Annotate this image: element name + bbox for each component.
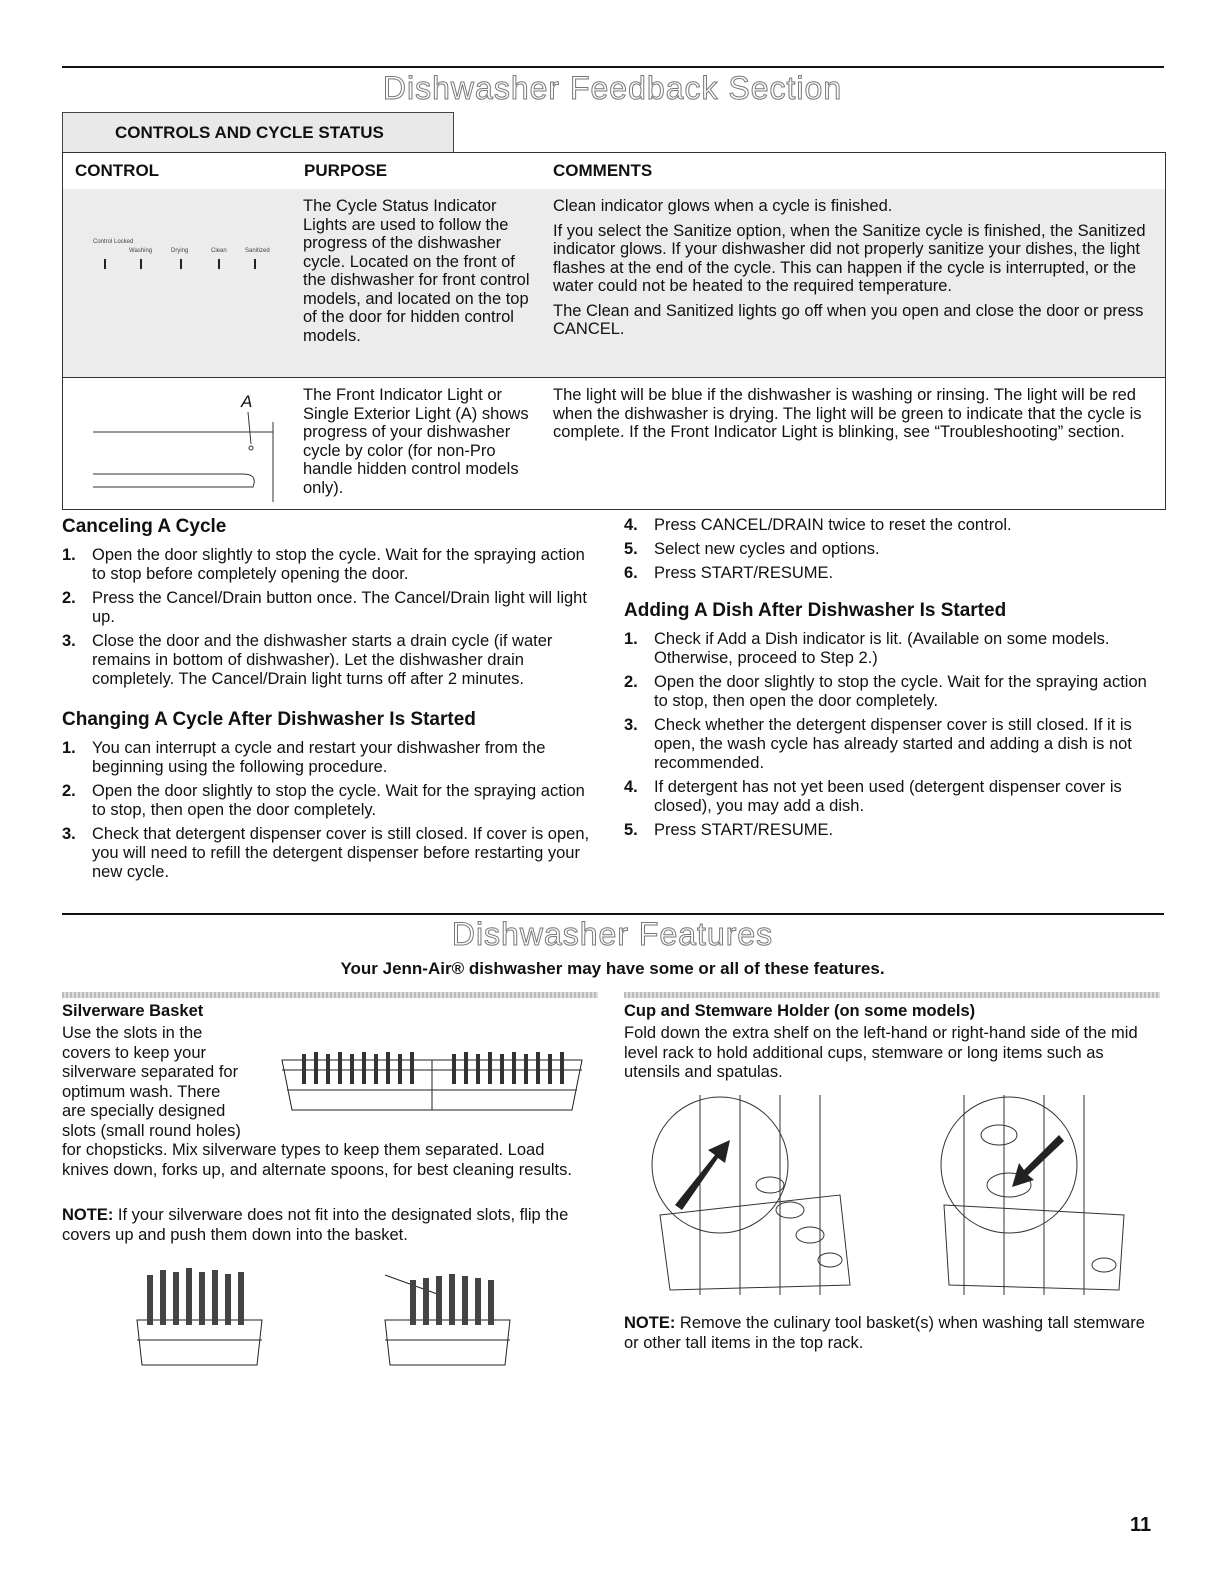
row1-comment-sanitize: If you select the Sanitize option, when the Sanitize cycle is finished, the Sanitized indicator glows. If your dishwasher did not properly sanitize your dishes, the light flashes at the end of the cycle. This can happen if the cycle is interrupted, or the water could not be heated to the required temperature. — [553, 221, 1146, 295]
cup-holder-right-illustration — [924, 1095, 1144, 1295]
list-item: 6. Press START/RESUME. — [624, 564, 834, 582]
row1-comment-clean: Clean indicator glows when a cycle is finished. — [553, 197, 893, 215]
basket-covers-down-illustration — [132, 1260, 272, 1370]
row2-purpose: The Front Indicator Light or Single Exterior Light (A) shows progress of your dishwasher cycle by color (for non-Pro handle hidden control models only). — [303, 386, 529, 497]
list-item: 3. Check whether the detergent dispenser cover is still closed. If it is open, the wash cycle has already started and adding a dish is not recommended. — [624, 716, 1132, 772]
list-item: 1. Open the door slightly to stop the cycle. Wait for the spraying action to stop before completely opening the door. — [62, 546, 585, 583]
panel-label-drying: Drying — [171, 248, 189, 254]
adding-steps — [624, 630, 1148, 845]
indicator-ticks-icon — [93, 239, 283, 279]
cup-note: NOTE: Remove the culinary tool basket(s) when washing tall stemware or other tall items in the top rack. — [624, 1314, 1145, 1352]
canceling-heading: Canceling A Cycle — [62, 516, 227, 537]
table-row — [63, 378, 1165, 509]
list-item: 3. Close the door and the dishwasher starts a drain cycle (if water remains in bottom of dishwasher). Let the dishwasher drain completely. The Cancel/Drain light turns off after 2 minutes. — [62, 632, 553, 688]
list-item: 4. Press CANCEL/DRAIN twice to reset the control. — [624, 516, 1012, 534]
panel-label-locked: Control Locked — [93, 239, 134, 245]
list-item: 1. Check if Add a Dish indicator is lit. (Available on some models. Otherwise, proceed to Step 2.) — [624, 630, 1110, 667]
list-item: 2. Open the door slightly to stop the cycle. Wait for the spraying action to stop, then open the door completely. — [62, 782, 585, 819]
list-item: 2. Press the Cancel/Drain button once. The Cancel/Drain light will light up. — [62, 589, 587, 626]
header-control: CONTROL — [75, 161, 160, 180]
silverware-note: NOTE: If your silverware does not fit into the designated slots, flip the covers up and push them down into the basket. — [62, 1206, 569, 1244]
changing-heading: Changing A Cycle After Dishwasher Is Started — [62, 709, 476, 730]
row1-purpose: The Cycle Status Indicator Lights are used to follow the progress of the dishwasher cycle. Located on the front of the dishwasher for front control models, and located on the top of the door for hidden control models. — [303, 197, 530, 345]
panel-label-clean: Clean — [211, 248, 227, 254]
cup-band — [624, 992, 1160, 998]
silverware-wrap-text: Use the slots in the covers to keep your silverware separated for optimum wash. There are specially designed slots (small round holes) — [62, 1024, 241, 1140]
row1-comment-lights-off: The Clean and Sanitized lights go off when you open and close the door or press CANCEL. — [553, 301, 1144, 338]
callout-a: A — [241, 392, 253, 411]
list-item: 1. You can interrupt a cycle and restart your dishwasher from the beginning using the following procedure. — [62, 739, 546, 776]
top-rule — [62, 66, 1164, 68]
features-rule — [62, 913, 1164, 915]
controls-table — [62, 152, 1166, 510]
features-section-title: Dishwasher Features — [451, 916, 774, 952]
table-tab-label: CONTROLS AND CYCLE STATUS — [62, 112, 454, 152]
list-item: 3. Check that detergent dispenser cover is still closed. If cover is open, you will need to refill the detergent dispenser before restarting your new cycle. — [62, 825, 590, 881]
basket-covers-up-illustration — [380, 1260, 520, 1370]
cup-text: Fold down the extra shelf on the left-hand or right-hand side of the mid level rack to hold additional cups, stemware or long items such as utensils and spatulas. — [624, 1024, 1138, 1081]
page-number: 11 — [1130, 1514, 1152, 1536]
silverware-heading: Silverware Basket — [62, 1002, 204, 1020]
list-item: 2. Open the door slightly to stop the cycle. Wait for the spraying action to stop, then open the door completely. — [624, 673, 1147, 710]
feedback-section-title: Dishwasher Feedback Section — [382, 70, 843, 106]
silverware-text: for chopsticks. Mix silverware types to keep them separated. Load knives down, forks up, and alternate spoons, for best cleaning results. — [62, 1141, 572, 1179]
cup-heading: Cup and Stemware Holder (on some models) — [624, 1002, 976, 1020]
header-comments: COMMENTS — [553, 161, 653, 180]
panel-label-sanitized: Sanitized — [245, 248, 270, 254]
changing-steps-continued — [624, 516, 1164, 588]
arrow-icon — [1012, 1135, 1064, 1187]
table-header — [63, 153, 1165, 190]
header-purpose: PURPOSE — [304, 161, 388, 180]
row2-comments: The light will be blue if the dishwasher is washing or rinsing. The light will be red when the dishwasher is drying. The light will be green to indicate that the cycle is complete. If the Front Indicator Light is blinking, see “Troubleshooting” section. — [553, 386, 1142, 441]
panel-label-washing: Washing — [129, 248, 153, 254]
list-item: 5. Press START/RESUME. — [624, 821, 834, 839]
front-indicator-light-illustration — [73, 382, 293, 502]
changing-steps — [62, 739, 596, 887]
adding-heading: Adding A Dish After Dishwasher Is Started — [624, 600, 1007, 621]
list-item: 5. Select new cycles and options. — [624, 540, 880, 558]
arrow-icon — [675, 1140, 730, 1210]
status-lights-panel — [93, 239, 283, 279]
table-row — [63, 189, 1165, 378]
row1-comments — [553, 197, 1151, 339]
list-item: 4. If detergent has not yet been used (detergent dispenser cover is closed), you may add a dish. — [624, 778, 1122, 815]
features-subtitle: Your Jenn-Air® dishwasher may have some or all of these features. — [340, 959, 885, 978]
silverware-basket-illustration — [272, 1040, 592, 1130]
silverware-band — [62, 992, 598, 998]
canceling-steps — [62, 546, 596, 694]
cup-holder-left-illustration — [640, 1095, 860, 1295]
